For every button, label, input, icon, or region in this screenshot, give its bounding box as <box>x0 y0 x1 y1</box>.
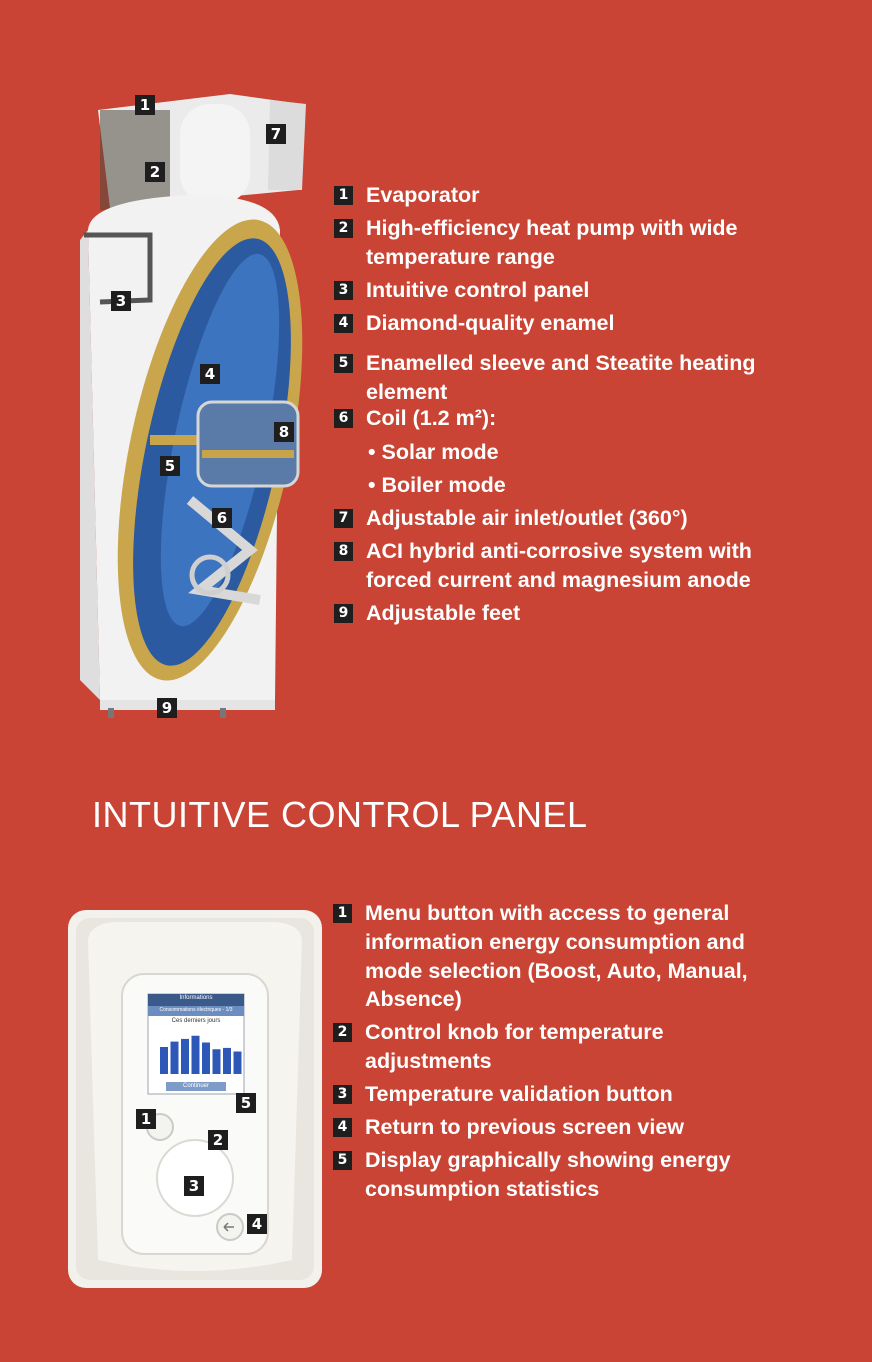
panel-callout-2: 2 <box>208 1130 228 1150</box>
feature-text: Return to previous screen view <box>365 1115 685 1139</box>
feature-number: 6 <box>334 409 353 428</box>
panel-callout-3: 3 <box>184 1176 204 1196</box>
screen-bar <box>171 1042 179 1074</box>
heat-pump-drawing <box>70 80 310 730</box>
feature-number: 8 <box>334 542 353 561</box>
feature-text: mode selection (Boost, Auto, Manual, <box>365 959 748 983</box>
feature-number: 7 <box>334 509 353 528</box>
feature-text: ACI hybrid anti-corrosive system with <box>366 539 752 563</box>
feature-text: Diamond-quality enamel <box>366 311 615 335</box>
feature-text: information energy consumption and <box>365 930 745 954</box>
screen-subtitle: Consommations électriques - 1/3 <box>159 1007 233 1013</box>
feature-text: forced current and magnesium anode <box>366 568 751 592</box>
screen-bar <box>223 1048 231 1074</box>
callout-4: 4 <box>200 364 220 384</box>
callout-7: 7 <box>266 124 286 144</box>
callout-1: 1 <box>135 95 155 115</box>
feature-text: Adjustable air inlet/outlet (360°) <box>366 506 688 530</box>
feature-text: • Solar mode <box>368 440 499 464</box>
screen-bar <box>160 1047 168 1074</box>
panel-callout-4: 4 <box>247 1214 267 1234</box>
feature-text: Enamelled sleeve and Steatite heating <box>366 351 756 375</box>
panel-callout-5: 5 <box>236 1093 256 1113</box>
feature-text: Intuitive control panel <box>366 278 590 302</box>
feature-number: 9 <box>334 604 353 623</box>
screen-bar <box>202 1043 210 1075</box>
feature-text: • Boiler mode <box>368 473 506 497</box>
screen-title: Informations <box>179 995 213 1001</box>
screen-caption: Ces derniers jours <box>171 1018 221 1024</box>
section-title: INTUITIVE CONTROL PANEL <box>92 794 588 835</box>
feature-text: temperature range <box>366 245 555 269</box>
panel-callout-1: 1 <box>136 1109 156 1129</box>
screen-bar <box>213 1049 221 1074</box>
feature-number: 5 <box>334 354 353 373</box>
screen-bar <box>181 1039 189 1074</box>
feature-text: Temperature validation button <box>365 1082 673 1106</box>
screen-bar <box>234 1052 242 1075</box>
feature-number: 3 <box>333 1085 352 1104</box>
feature-text: Display graphically showing energy <box>365 1148 731 1172</box>
screen-bar <box>192 1036 200 1074</box>
feature-number: 2 <box>334 219 353 238</box>
feature-text: Menu button with access to general <box>365 901 730 925</box>
feature-number: 3 <box>334 281 353 300</box>
callout-2: 2 <box>145 162 165 182</box>
feature-text: Control knob for temperature <box>365 1020 664 1044</box>
feature-text: consumption statistics <box>365 1177 600 1201</box>
callout-3: 3 <box>111 291 131 311</box>
feature-number: 5 <box>333 1151 352 1170</box>
feature-number: 1 <box>334 186 353 205</box>
feature-number: 1 <box>333 904 352 923</box>
callout-5: 5 <box>160 456 180 476</box>
callout-9: 9 <box>157 698 177 718</box>
feature-text: Evaporator <box>366 183 480 207</box>
feature-text: Adjustable feet <box>366 601 521 625</box>
callout-6: 6 <box>212 508 232 528</box>
control-panel-illustration <box>68 910 322 1288</box>
screen-continue-button[interactable]: Continuer <box>182 1083 209 1089</box>
feature-number: 4 <box>334 314 353 333</box>
feature-text: High-efficiency heat pump with wide <box>366 216 738 240</box>
feature-text: Coil (1.2 m²): <box>366 406 497 430</box>
feature-number: 2 <box>333 1023 352 1042</box>
callout-8: 8 <box>274 422 294 442</box>
heat-pump-illustration <box>70 80 310 730</box>
feature-number: 4 <box>333 1118 352 1137</box>
feature-text: Absence) <box>365 987 462 1011</box>
feature-text: adjustments <box>365 1049 492 1073</box>
control-panel-drawing <box>68 910 322 1288</box>
feature-text: element <box>366 380 448 404</box>
